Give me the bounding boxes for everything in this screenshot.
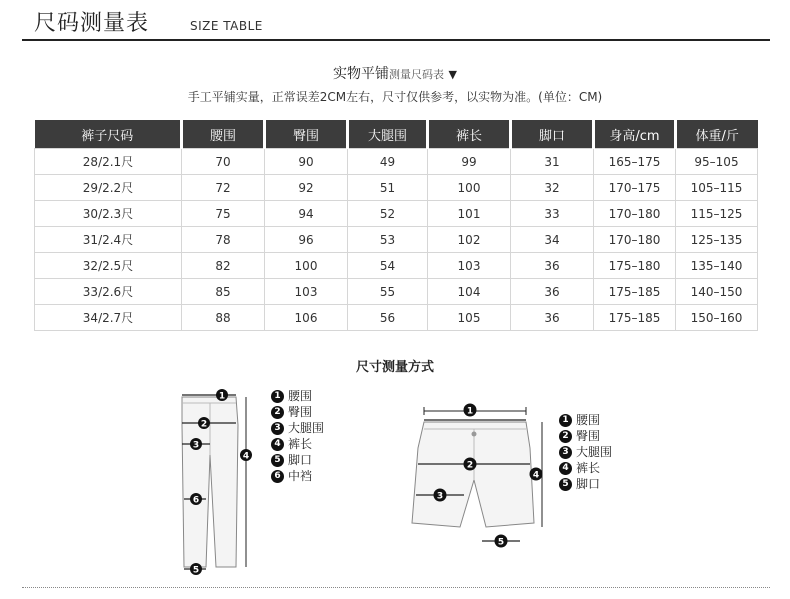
table-row (35, 149, 758, 175)
col-header: 臀围 (265, 120, 348, 149)
svg-text:2: 2 (200, 419, 208, 430)
table-cell: 82 (182, 253, 265, 279)
table-cell: 103 (428, 253, 511, 279)
shorts-marker-2 (464, 458, 477, 471)
table-cell: 56 (348, 305, 428, 331)
table-header-row (35, 120, 758, 149)
down-triangle-icon: ▼ (448, 68, 457, 81)
table-cell: 36 (511, 279, 594, 305)
table-row (35, 227, 758, 253)
legend-item: 1 腰围 (271, 388, 324, 404)
table-cell: 170–175 (594, 175, 676, 201)
svg-text:4: 4 (532, 470, 540, 481)
col-header: 身高/cm (594, 120, 676, 149)
svg-text:6: 6 (192, 495, 200, 506)
svg-text:3: 3 (436, 491, 444, 502)
table-cell: 102 (428, 227, 511, 253)
table-cell: 99 (428, 149, 511, 175)
table-cell: 175–180 (594, 253, 676, 279)
legend-item: 2 臀围 (271, 404, 324, 420)
table-cell: 165–175 (594, 149, 676, 175)
page-header (22, 6, 770, 40)
svg-text:5: 5 (192, 565, 200, 576)
table-cell: 53 (348, 227, 428, 253)
pants-marker-5 (190, 563, 202, 576)
table-cell: 34/2.7尺 (35, 305, 182, 331)
size-table (34, 120, 758, 331)
measurement-note: 手工平铺实量，正常误差2CM左右，尺寸仅供参考，以实物为准。(单位：CM) (187, 90, 603, 104)
svg-text:5: 5 (497, 537, 505, 548)
col-header: 裤长 (428, 120, 511, 149)
legend-item: 3 大腿围 (271, 420, 324, 436)
table-cell: 32/2.5尺 (35, 253, 182, 279)
table-cell: 75 (182, 201, 265, 227)
svg-text:2: 2 (466, 460, 474, 471)
table-cell: 33 (511, 201, 594, 227)
pants-marker-4 (240, 449, 252, 462)
shorts-marker-3 (434, 489, 447, 502)
table-cell: 28/2.1尺 (35, 149, 182, 175)
table-cell: 70 (182, 149, 265, 175)
legend-item: 6 中裆 (271, 468, 324, 484)
table-cell: 90 (265, 149, 348, 175)
table-cell: 103 (265, 279, 348, 305)
pants-legend (271, 388, 324, 484)
table-cell: 175–185 (594, 279, 676, 305)
table-cell: 105–115 (676, 175, 758, 201)
table-cell: 30/2.3尺 (35, 201, 182, 227)
shorts-marker-4 (530, 468, 543, 481)
legend-item: 5 脚口 (559, 476, 612, 492)
col-header: 腰围 (182, 120, 265, 149)
table-cell: 33/2.6尺 (35, 279, 182, 305)
col-header: 脚口 (511, 120, 594, 149)
table-cell: 94 (265, 201, 348, 227)
table-cell: 31/2.4尺 (35, 227, 182, 253)
svg-text:1: 1 (466, 406, 474, 417)
legend-item: 5 脚口 (271, 452, 324, 468)
table-cell: 100 (428, 175, 511, 201)
legend-item: 4 裤长 (559, 460, 612, 476)
col-header: 裤子尺码 (35, 120, 182, 149)
table-cell: 115–125 (676, 201, 758, 227)
legend-item: 1 腰围 (559, 412, 612, 428)
table-cell: 100 (265, 253, 348, 279)
table-row (35, 253, 758, 279)
table-row (35, 175, 758, 201)
page-title: 尺码测量表 (34, 11, 150, 36)
shorts-marker-5 (495, 535, 508, 548)
table-cell: 140–150 (676, 279, 758, 305)
legend-item: 3 大腿围 (559, 444, 612, 460)
table-cell: 36 (511, 305, 594, 331)
table-cell: 105 (428, 305, 511, 331)
table-cell: 95–105 (676, 149, 758, 175)
legend-item: 4 裤长 (271, 436, 324, 452)
table-cell: 104 (428, 279, 511, 305)
table-cell: 175–185 (594, 305, 676, 331)
svg-text:3: 3 (192, 440, 200, 451)
svg-text:1: 1 (218, 391, 226, 402)
table-cell: 72 (182, 175, 265, 201)
table-cell: 51 (348, 175, 428, 201)
table-cell: 78 (182, 227, 265, 253)
col-header: 体重/斤 (676, 120, 758, 149)
table-cell: 170–180 (594, 227, 676, 253)
shorts-legend (559, 412, 612, 492)
table-cell: 36 (511, 253, 594, 279)
table-row (35, 305, 758, 331)
table-row (35, 279, 758, 305)
col-header: 大腿围 (348, 120, 428, 149)
table-cell: 85 (182, 279, 265, 305)
table-cell: 32 (511, 175, 594, 201)
legend-item: 2 臀围 (559, 428, 612, 444)
table-cell: 125–135 (676, 227, 758, 253)
table-cell: 101 (428, 201, 511, 227)
table-cell: 106 (265, 305, 348, 331)
table-cell: 135–140 (676, 253, 758, 279)
table-cell: 52 (348, 201, 428, 227)
footer-divider (22, 587, 770, 588)
header-divider (22, 39, 770, 41)
shorts-marker-1 (464, 404, 477, 417)
table-cell: 92 (265, 175, 348, 201)
heading-small: 测量尺码表 (389, 68, 445, 81)
svg-text:4: 4 (242, 451, 250, 462)
table-cell: 170–180 (594, 201, 676, 227)
table-cell: 96 (265, 227, 348, 253)
table-heading (0, 63, 790, 83)
shorts-diagram (404, 398, 554, 550)
table-cell: 55 (348, 279, 428, 305)
table-row (35, 201, 758, 227)
table-cell: 49 (348, 149, 428, 175)
measure-section-title: 尺寸测量方式 (355, 360, 434, 375)
heading-main: 实物平铺 (333, 66, 390, 82)
table-cell: 54 (348, 253, 428, 279)
table-cell: 31 (511, 149, 594, 175)
page-subtitle: SIZE TABLE (190, 19, 263, 33)
pants-diagram (176, 385, 276, 580)
table-cell: 34 (511, 227, 594, 253)
table-cell: 88 (182, 305, 265, 331)
table-cell: 29/2.2尺 (35, 175, 182, 201)
table-cell: 150–160 (676, 305, 758, 331)
